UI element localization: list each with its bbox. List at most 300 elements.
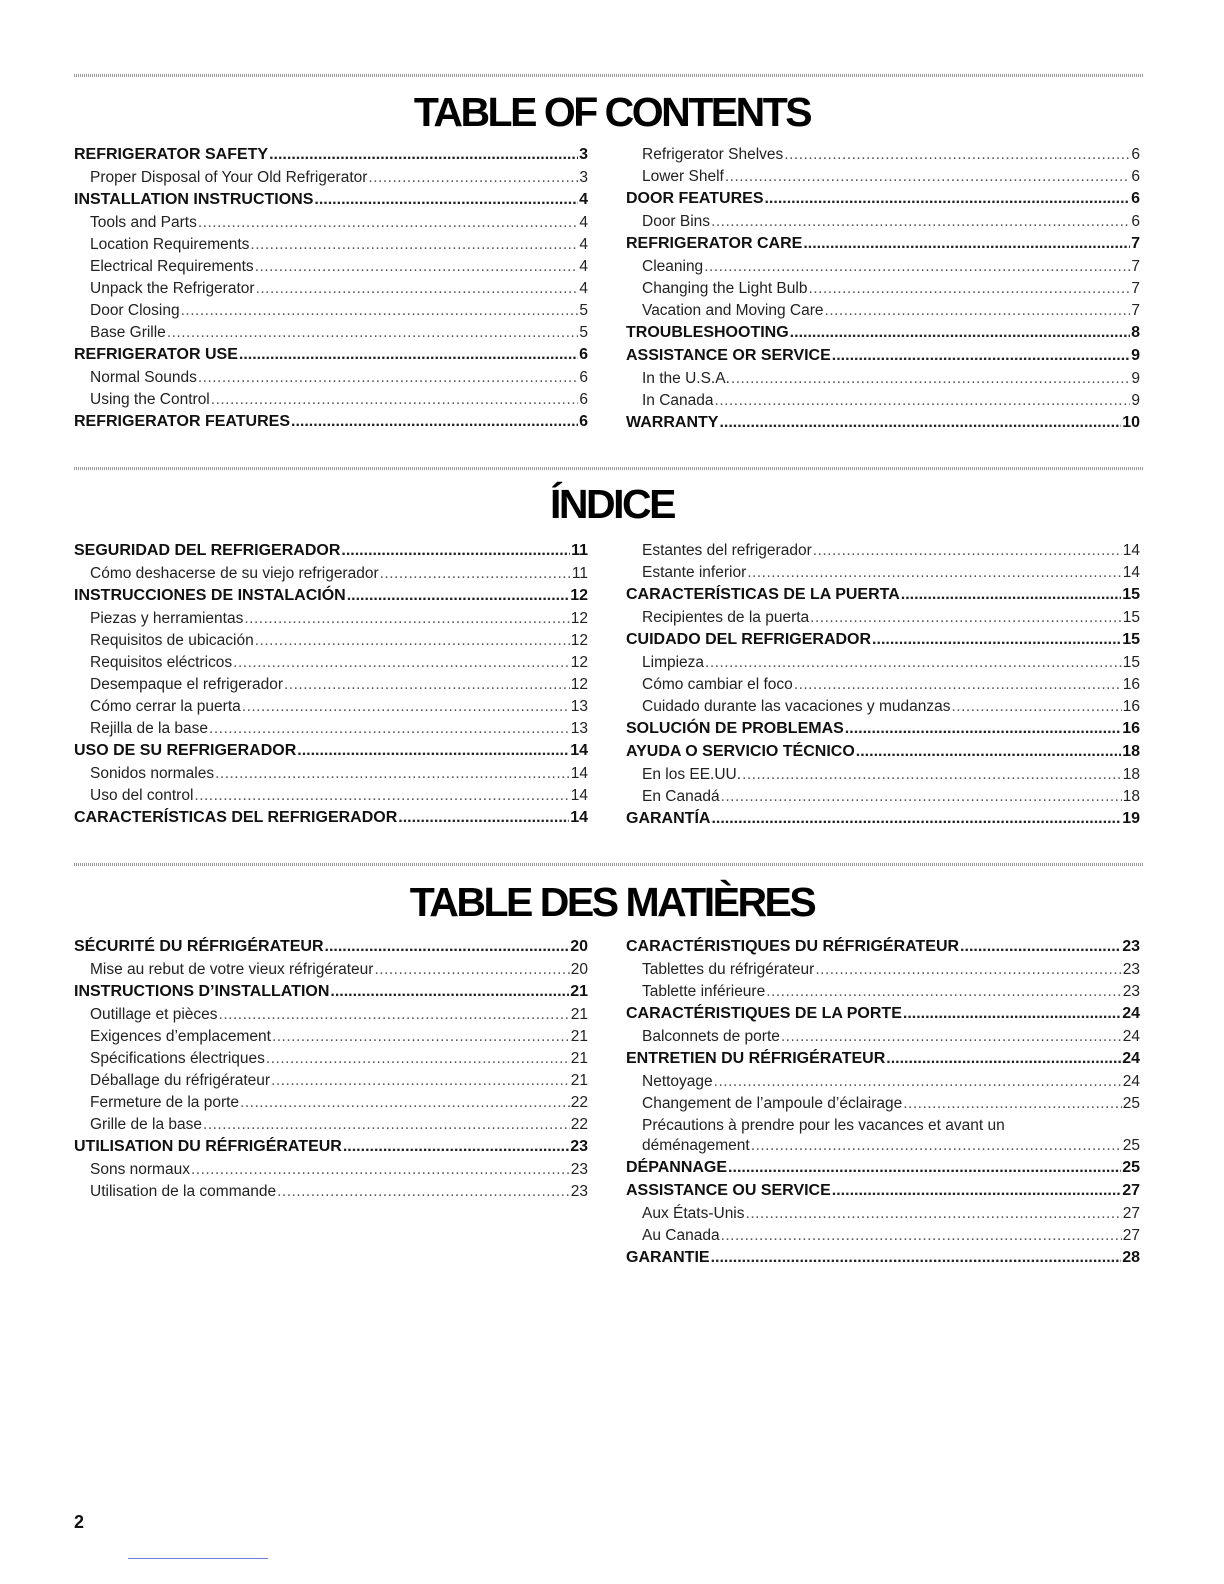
toc-section-entry	[74, 809, 588, 832]
toc-entry-label: CUIDADO DEL REFRIGERADOR	[626, 631, 872, 648]
toc-subentry	[74, 1006, 588, 1028]
toc-subentry	[626, 280, 1140, 302]
toc-entry-label: Door Closing	[90, 302, 180, 319]
dot-leader	[239, 346, 578, 364]
dot-leader	[903, 1095, 1122, 1113]
heading-english: TABLE OF CONTENTS	[413, 89, 811, 135]
toc-entry-label: Refrigerator Shelves	[642, 146, 784, 163]
dot-leader	[255, 632, 570, 650]
dot-leader	[742, 766, 1122, 784]
dot-leader	[725, 168, 1131, 186]
toc-entry-label: Estantes del refrigerador	[642, 542, 812, 559]
toc-entry-label: REFRIGERATOR CARE	[626, 235, 803, 252]
dot-leader	[808, 280, 1130, 298]
toc-page-number: 4	[579, 236, 588, 253]
toc-subentry	[626, 302, 1140, 324]
toc-page-number: 21	[570, 1050, 588, 1067]
toc-subentry	[74, 961, 588, 983]
dot-leader	[242, 698, 570, 716]
toc-page-number: 24	[1122, 1050, 1140, 1067]
toc-subentry	[626, 698, 1140, 720]
dot-leader	[886, 1050, 1121, 1068]
toc-page-number: 13	[570, 698, 588, 715]
toc-entry-label: Normal Sounds	[90, 369, 197, 386]
toc-section-entry	[626, 1050, 1140, 1073]
toc-section-entry	[626, 347, 1140, 370]
dot-leader	[291, 413, 578, 431]
toc-entry-label: USO DE SU REFRIGERADOR	[74, 742, 297, 759]
toc-entry-label: AYUDA O SERVICIO TÉCNICO	[626, 743, 855, 760]
toc-page-number: 14	[570, 765, 588, 782]
toc-entry-label: ENTRETIEN DU RÉFRIGÉRATEUR	[626, 1050, 886, 1067]
dot-leader	[374, 961, 569, 979]
dot-leader	[815, 961, 1121, 979]
dot-leader	[747, 564, 1122, 582]
toc-section-entry	[74, 983, 588, 1006]
toc-page-number: 12	[570, 654, 588, 671]
toc-subentry	[626, 1227, 1140, 1249]
toc-subentry	[74, 1094, 588, 1116]
toc-entry-label: Using the Control	[90, 391, 210, 408]
indice-left-column	[74, 542, 588, 832]
dot-leader	[314, 191, 578, 209]
dot-leader	[790, 324, 1130, 342]
toc-subentry	[74, 169, 588, 191]
toc-subentry	[74, 676, 588, 698]
toc-subentry	[626, 961, 1140, 983]
toc-subentry	[74, 1183, 588, 1205]
dot-leader	[269, 146, 578, 164]
toc-subentry	[74, 698, 588, 720]
dot-leader	[398, 809, 569, 827]
toc-subentry	[74, 369, 588, 391]
toc-entry-label: In the U.S.A.	[642, 370, 730, 387]
toc-entry-label: Location Requirements	[90, 236, 250, 253]
toc-subentry	[74, 720, 588, 742]
dot-leader	[277, 1183, 570, 1201]
toc-section-entry	[74, 742, 588, 765]
dot-leader	[347, 587, 569, 605]
toc-entry-label-line: Précautions à prendre pour les vacances et avant un	[642, 1117, 1005, 1134]
toc-entry-label: ASSISTANCE OU SERVICE	[626, 1182, 831, 1199]
toc-page-number: 4	[579, 191, 588, 208]
matieres-left-column	[74, 938, 588, 1205]
toc-page-number: 14	[570, 787, 588, 804]
toc-page-number: 6	[579, 369, 588, 386]
toc-entry-label: WARRANTY	[626, 414, 719, 431]
dot-leader	[341, 542, 570, 560]
dot-leader	[368, 169, 578, 187]
toc-page-number: 16	[1122, 698, 1140, 715]
dot-leader	[203, 1116, 570, 1134]
dot-leader	[272, 1028, 570, 1046]
toc-page-number: 22	[570, 1094, 588, 1111]
toc-entry-label: Sonidos normales	[90, 765, 215, 782]
toc-subentry	[626, 676, 1140, 698]
toc-entry-label: Electrical Requirements	[90, 258, 254, 275]
toc-entry-label: UTILISATION DU RÉFRIGÉRATEUR	[74, 1138, 342, 1155]
toc-subentry	[626, 1205, 1140, 1227]
toc-subentry	[626, 1028, 1140, 1050]
toc-page-number: 7	[1131, 258, 1140, 275]
toc-page-number: 4	[579, 258, 588, 275]
dot-leader	[810, 609, 1122, 627]
dot-leader	[711, 810, 1121, 828]
toc-page-number: 23	[570, 1138, 588, 1155]
toc-entry-label: Unpack the Refrigerator	[90, 280, 255, 297]
toc-page-number: 3	[579, 169, 588, 186]
toc-page-number: 15	[1122, 586, 1140, 603]
toc-subentry	[626, 564, 1140, 586]
toc-section-entry	[626, 1182, 1140, 1205]
toc-entry-label: Door Bins	[642, 213, 711, 230]
toc-entry-label: Aux États-Unis	[642, 1205, 745, 1222]
toc-entry-label: Fermeture de la porte	[90, 1094, 240, 1111]
toc-subentry	[626, 1095, 1140, 1117]
toc-entry-label: En los EE.UU.	[642, 766, 742, 783]
toc-entry-label: Piezas y herramientas	[90, 610, 244, 627]
toc-section-entry	[626, 414, 1140, 437]
dot-leader	[825, 302, 1131, 320]
dot-leader	[714, 1073, 1122, 1091]
toc-section-entry	[74, 587, 588, 610]
dot-leader	[711, 213, 1130, 231]
toc-page-number: 7	[1131, 235, 1140, 252]
dot-leader	[751, 1137, 1122, 1155]
toc-entry-label: SEGURIDAD DEL REFRIGERADOR	[74, 542, 341, 559]
matieres-right-column	[626, 938, 1140, 1272]
toc-section-entry	[626, 1005, 1140, 1028]
toc-section-entry	[626, 324, 1140, 347]
toc-subentry	[74, 632, 588, 654]
dot-leader	[181, 302, 579, 320]
toc-page-number: 21	[570, 1028, 588, 1045]
toc-section-entry	[626, 720, 1140, 743]
toc-page-number: 5	[579, 324, 588, 341]
toc-entry-label: DOOR FEATURES	[626, 190, 764, 207]
toc-entry-label: Lower Shelf	[642, 168, 724, 185]
toc-page-number: 23	[1122, 938, 1140, 955]
toc-page-number: 27	[1122, 1205, 1140, 1222]
toc-page-number: 4	[579, 280, 588, 297]
toc-entry-label: En Canadá	[642, 788, 720, 805]
toc-page-number: 25	[1122, 1159, 1140, 1176]
toc-section-entry	[74, 542, 588, 565]
toc-subentry	[626, 168, 1140, 190]
toc-subentry	[626, 1073, 1140, 1095]
toc-page-number: 9	[1131, 347, 1140, 364]
dot-leader	[705, 654, 1122, 672]
toc-section-entry	[626, 586, 1140, 609]
toc-page-number: 25	[1122, 1095, 1140, 1112]
toc-page-number: 18	[1122, 743, 1140, 760]
toc-subentry	[626, 654, 1140, 676]
toc-entry-label: Base Grille	[90, 324, 166, 341]
toc-page-number: 19	[1122, 810, 1140, 827]
toc-page-number: 13	[570, 720, 588, 737]
toc-subentry	[74, 654, 588, 676]
toc-subentry	[74, 1161, 588, 1183]
toc-entry-label: Proper Disposal of Your Old Refrigerator	[90, 169, 368, 186]
dot-leader	[215, 765, 570, 783]
toc-page-number: 12	[570, 610, 588, 627]
dot-leader	[764, 190, 1130, 208]
toc-section-entry	[74, 938, 588, 961]
dot-leader	[284, 676, 570, 694]
toc-page-number: 24	[1122, 1073, 1140, 1090]
toc-page-number: 15	[1122, 631, 1140, 648]
toc-page-number: 14	[1122, 564, 1140, 581]
toc-page-number: 10	[1122, 414, 1140, 431]
toc-subentry	[626, 542, 1140, 564]
toc-entry-label: Cleaning	[642, 258, 704, 275]
toc-page-number: 18	[1122, 766, 1140, 783]
toc-entry-label: Spécifications électriques	[90, 1050, 265, 1067]
toc-entry-label: INSTRUCTIONS D’INSTALLATION	[74, 983, 330, 1000]
toc-section-entry	[74, 346, 588, 369]
dot-leader	[721, 788, 1122, 806]
toc-entry-label: Tools and Parts	[90, 214, 197, 231]
dot-leader	[297, 742, 569, 760]
toc-entry-label: Déballage du réfrigérateur	[90, 1072, 271, 1089]
toc-entry-label: REFRIGERATOR SAFETY	[74, 146, 269, 163]
toc-entry-label: Tablettes du réfrigérateur	[642, 961, 815, 978]
toc-section-entry	[74, 191, 588, 214]
toc-page-number: 22	[570, 1116, 588, 1133]
toc-subentry	[74, 787, 588, 809]
toc-page-number: 12	[570, 632, 588, 649]
dot-leader	[845, 720, 1121, 738]
toc-section-entry	[626, 235, 1140, 258]
dot-leader	[255, 258, 579, 276]
toc-page-number: 6	[579, 391, 588, 408]
toc-entry-label: REFRIGERATOR USE	[74, 346, 238, 363]
dot-leader	[766, 983, 1122, 1001]
toc-page-number: 12	[570, 587, 588, 604]
toc-subentry	[626, 983, 1140, 1005]
toc-entry-label: Limpieza	[642, 654, 705, 671]
toc-page-number: 6	[1131, 168, 1140, 185]
dot-leader	[903, 1005, 1121, 1023]
dot-leader	[721, 1227, 1122, 1245]
toc-subentry	[74, 1028, 588, 1050]
toc-page-number: 14	[570, 809, 588, 826]
toc-section-entry	[626, 1249, 1140, 1272]
dot-leader	[191, 1161, 570, 1179]
toc-page-number: 4	[579, 214, 588, 231]
toc-entry-label: Estante inferior	[642, 564, 747, 581]
toc-section-entry	[626, 743, 1140, 766]
heading-french: TABLE DES MATIÈRES	[409, 879, 815, 925]
toc-page-number: 6	[579, 413, 588, 430]
dot-leader	[209, 720, 570, 738]
toc-page-number: 14	[1122, 542, 1140, 559]
toc-page-number: 6	[1131, 213, 1140, 230]
toc-entry-label: SOLUCIÓN DE PROBLEMAS	[626, 720, 844, 737]
dotted-rule	[74, 467, 1144, 470]
dot-leader	[960, 938, 1121, 956]
toc-entry-label: déménagement	[642, 1137, 750, 1154]
dot-leader	[211, 391, 579, 409]
toc-entry-label: Utilisation de la commande	[90, 1183, 277, 1200]
dot-leader	[951, 698, 1121, 716]
toc-page-number: 6	[1131, 190, 1140, 207]
toc-page-number: 12	[570, 676, 588, 693]
toc-page-number: 9	[1131, 370, 1140, 387]
toc-subentry	[74, 280, 588, 302]
dot-leader	[271, 1072, 570, 1090]
toc-page-number: 15	[1122, 654, 1140, 671]
toc-entry-label: Cómo cerrar la puerta	[90, 698, 241, 715]
toc-entry-label: CARACTERÍSTICAS DEL REFRIGERADOR	[74, 809, 398, 826]
toc-left-column	[74, 146, 588, 436]
toc-page-number: 11	[571, 565, 588, 582]
toc-page-number: 21	[570, 1006, 588, 1023]
toc-page-number: 24	[1122, 1005, 1140, 1022]
toc-entry-label: Grille de la base	[90, 1116, 203, 1133]
toc-section-entry	[626, 938, 1140, 961]
toc-page-number: 16	[1122, 720, 1140, 737]
toc-page-number: 23	[1122, 961, 1140, 978]
toc-page-number: 15	[1122, 609, 1140, 626]
toc-page-number: 24	[1122, 1028, 1140, 1045]
dot-leader	[832, 347, 1130, 365]
toc-entry-label: Desempaque el refrigerador	[90, 676, 283, 693]
toc-subentry	[74, 1050, 588, 1072]
dot-leader	[803, 235, 1130, 253]
toc-section-entry	[626, 810, 1140, 833]
toc-section-entry	[74, 146, 588, 169]
toc-entry-label: Exigences d’emplacement	[90, 1028, 271, 1045]
toc-entry-label: CARACTERÍSTICAS DE LA PUERTA	[626, 586, 900, 603]
toc-entry-label: REFRIGERATOR FEATURES	[74, 413, 291, 430]
dot-leader	[219, 1006, 570, 1024]
toc-subentry	[74, 302, 588, 324]
toc-subentry	[74, 391, 588, 413]
toc-page-number: 9	[1131, 392, 1140, 409]
toc-page-number: 20	[570, 938, 588, 955]
toc-subentry	[626, 609, 1140, 631]
dot-leader	[711, 1249, 1122, 1267]
toc-entry-label: Vacation and Moving Care	[642, 302, 824, 319]
toc-page-number: 25	[1122, 1137, 1140, 1154]
toc-section-entry	[626, 190, 1140, 213]
toc-page-number: 27	[1122, 1182, 1140, 1199]
toc-entry-label: GARANTÍA	[626, 810, 711, 827]
toc-page-number: 7	[1131, 280, 1140, 297]
dot-leader	[704, 258, 1130, 276]
dot-leader	[715, 392, 1131, 410]
toc-subentry	[626, 258, 1140, 280]
toc-entry-label: CARACTÉRISTIQUES DE LA PORTE	[626, 1005, 902, 1022]
toc-entry-label: Requisitos eléctricos	[90, 654, 233, 671]
dot-leader	[781, 1028, 1122, 1046]
toc-entry-label: Sons normaux	[90, 1161, 190, 1178]
toc-page-number: 23	[1122, 983, 1140, 1000]
toc-entry-label: Cómo deshacerse de su viejo refrigerador	[90, 565, 379, 582]
dot-leader	[266, 1050, 570, 1068]
dot-leader	[856, 743, 1121, 761]
footer-underline	[128, 1558, 268, 1559]
toc-subentry	[626, 213, 1140, 235]
dot-leader	[731, 370, 1130, 388]
toc-subentry	[74, 324, 588, 346]
toc-entry-label: INSTRUCCIONES DE INSTALACIÓN	[74, 587, 346, 604]
toc-page-number: 16	[1122, 676, 1140, 693]
dot-leader	[250, 236, 578, 254]
toc-entry-label: Requisitos de ubicación	[90, 632, 254, 649]
toc-entry-label: Cómo cambiar el foco	[642, 676, 793, 693]
dot-leader	[330, 983, 569, 1001]
dot-leader	[794, 676, 1122, 694]
toc-page-number: 27	[1122, 1227, 1140, 1244]
toc-subentry	[626, 788, 1140, 810]
dot-leader	[901, 586, 1121, 604]
toc-entry-label: In Canada	[642, 392, 714, 409]
toc-page-number: 23	[570, 1183, 588, 1200]
toc-page-number: 8	[1131, 324, 1140, 341]
toc-subentry	[74, 765, 588, 787]
toc-page-number: 14	[570, 742, 588, 759]
toc-entry-label: Balconnets de porte	[642, 1028, 780, 1045]
toc-subentry	[74, 258, 588, 280]
toc-entry-label: Mise au rebut de votre vieux réfrigérateur	[90, 961, 374, 978]
dot-leader	[872, 631, 1121, 649]
toc-subentry	[74, 1116, 588, 1138]
dot-leader	[244, 610, 569, 628]
toc-entry-label: Au Canada	[642, 1227, 720, 1244]
dot-leader	[325, 938, 570, 956]
toc-page-number: 5	[579, 302, 588, 319]
toc-page-number: 20	[570, 961, 588, 978]
toc-entry-label: Recipientes de la puerta	[642, 609, 810, 626]
dot-leader	[194, 787, 569, 805]
toc-subentry	[74, 236, 588, 258]
toc-section-entry	[74, 413, 588, 436]
toc-page-number: 6	[579, 346, 588, 363]
toc-entry-label: GARANTIE	[626, 1249, 710, 1266]
toc-subentry	[626, 146, 1140, 168]
toc-subentry	[74, 565, 588, 587]
toc-entry-label: Tablette inférieure	[642, 983, 766, 1000]
toc-page-number: 6	[1131, 146, 1140, 163]
toc-entry-label: SÉCURITÉ DU RÉFRIGÉRATEUR	[74, 938, 324, 955]
toc-page-number: 7	[1131, 302, 1140, 319]
toc-entry-label: Nettoyage	[642, 1073, 713, 1090]
page-number: 2	[74, 1512, 85, 1532]
heading-spanish: ÍNDICE	[550, 481, 674, 527]
dotted-rule	[74, 863, 1144, 866]
toc-entry-label: Uso del control	[90, 787, 194, 804]
dot-leader	[784, 146, 1130, 164]
dot-leader	[728, 1159, 1121, 1177]
dot-leader	[719, 414, 1121, 432]
dot-leader	[240, 1094, 570, 1112]
toc-entry-label: Outillage et pièces	[90, 1006, 218, 1023]
toc-subentry	[626, 370, 1140, 392]
toc-subentry	[626, 1137, 1140, 1159]
toc-entry-label: CARACTÉRISTIQUES DU RÉFRIGÉRATEUR	[626, 938, 960, 955]
dot-leader	[832, 1182, 1121, 1200]
toc-entry-label: TROUBLESHOOTING	[626, 324, 789, 341]
dot-leader	[343, 1138, 569, 1156]
toc-right-column	[626, 146, 1140, 437]
toc-entry-label: Cuidado durante las vacaciones y mudanzas	[642, 698, 951, 715]
toc-subentry	[74, 610, 588, 632]
toc-subentry	[74, 1072, 588, 1094]
toc-page-number: 21	[570, 1072, 588, 1089]
toc-page-number: 3	[579, 146, 588, 163]
